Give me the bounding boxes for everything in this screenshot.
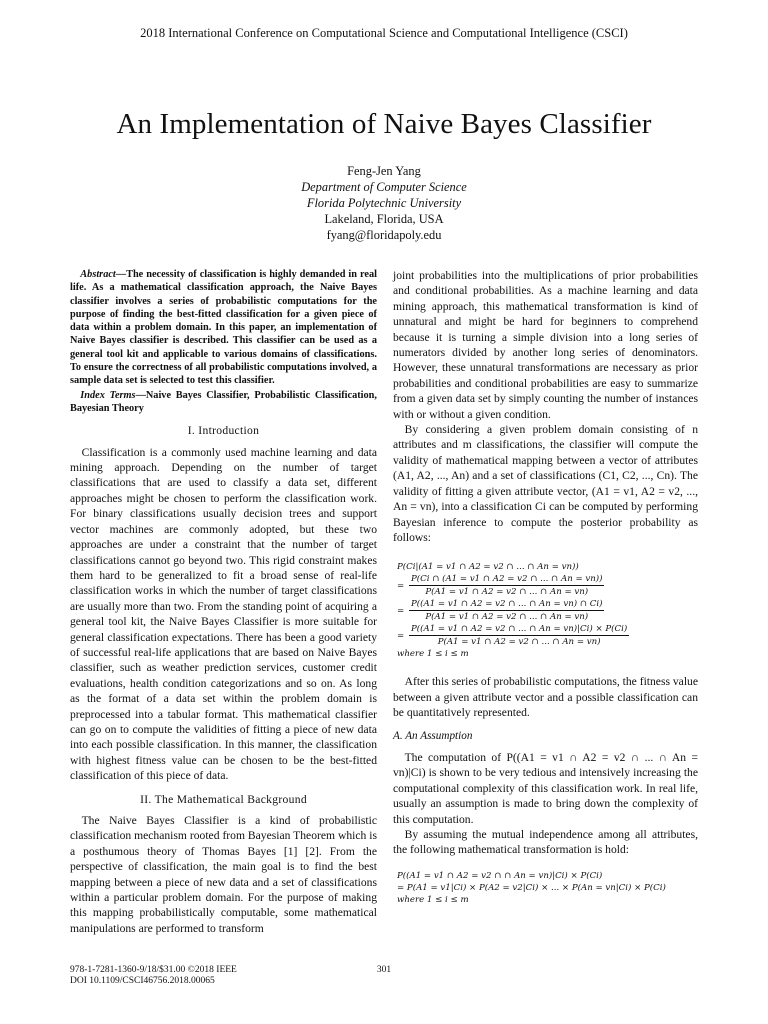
conference-header: 2018 International Conference on Computational Science and Computational Intelligence (CSCI) bbox=[140, 26, 628, 40]
body-paragraph: The computation of P((A1 = v1 ∩ A2 = v2 ∩ ... ∩ An = vn)|Ci) is shown to be very tedious and intensively increasing the computational complexity of this classification work. In real life, usually an assumption is made to bring down the complexity of this computation. bbox=[393, 750, 698, 826]
paper-title: An Implementation of Naive Bayes Classifier bbox=[116, 108, 652, 140]
left-column bbox=[70, 268, 377, 936]
fraction-denominator: P(A1 = v1 ∩ A2 = v2 ∩ ... ∩ An = vn) bbox=[425, 587, 589, 598]
index-terms-text: —Naive Bayes Classifier, Probabilistic Classification, Bayesian Theory bbox=[70, 389, 377, 414]
equals-sign: = bbox=[397, 630, 405, 641]
author-email: fyang@floridapoly.edu bbox=[326, 228, 442, 242]
introduction-paragraph: Classification is a commonly used machine learning and data mining approach. Depending on the number of target classifications that are used to classify a data set, different approaches might be chosen to perform the classification work. For binary classifications usually decision trees and support vector machines are commonly adopted, but these two approaches are under a constraint that the number of target classifications cannot go beyond two. This rigid constraint makes them hard to be generalized to fit a broad sense of real-life classification works in which the number of target classifications are usually more than two. From the standing point of acquiring a general tool kit, the Naive Bayes Classifier is more suitable for general classification expectations. There has been a good variety of successful real-life applications that are based on Naive Bayes classifier, such as weather prediction services, customer credit evaluations, health condition categorizations and so on. As long as the format of a data set within the problem domain is preprocessed into a tabular format. This mathematical classifier can go on to compute the validities of fitting a piece of new data into each possible classification. In this manner, the classification with highest fitness value can be chosen to be the best-fitted classification of this piece of data. bbox=[70, 445, 377, 783]
equation-line: P(Ci|(A1 = v1 ∩ A2 = v2 ∩ ... ∩ An = vn)) bbox=[397, 562, 579, 573]
footer-doi: DOI 10.1109/CSCI46756.2018.00065 bbox=[70, 976, 215, 986]
subsection-heading-assumption: A. An Assumption bbox=[393, 729, 473, 742]
equation-fraction bbox=[409, 573, 604, 598]
abstract bbox=[70, 268, 377, 388]
equals-sign: = bbox=[397, 580, 405, 591]
body-paragraph: After this series of probabilistic computations, the fitness value between a given attribute vector and a possible classification can be quantitatively represented. bbox=[393, 675, 698, 720]
equation-fraction bbox=[409, 623, 629, 648]
author-block bbox=[0, 163, 768, 243]
equation-fraction bbox=[409, 598, 604, 623]
footer-isbn: 978-1-7281-1360-9/18/$31.00 ©2018 IEEE bbox=[70, 965, 237, 975]
index-terms-lead: Index Terms bbox=[80, 389, 136, 401]
fraction-numerator: P((A1 = v1 ∩ A2 = v2 ∩ ... ∩ An = vn) ∩ Ci) bbox=[411, 599, 603, 610]
author-name: Feng-Jen Yang bbox=[347, 164, 421, 178]
abstract-lead: Abstract bbox=[80, 269, 116, 280]
fraction-numerator: P((A1 = v1 ∩ A2 = v2 ∩ ... ∩ An = vn)|Ci) × P(Ci) bbox=[411, 624, 628, 635]
author-department: Department of Computer Science bbox=[301, 180, 467, 194]
equation-step bbox=[397, 623, 698, 648]
index-terms bbox=[70, 389, 377, 416]
page-number: 301 bbox=[376, 965, 392, 975]
body-paragraph: joint probabilities into the multiplications of prior probabilities and conditional probabilities. As a machine learning and data mining approach, this mathematical transformation is kind of unnatural and might be hard for beginners to comprehend because it is turning a simple division into a long series of numerators divided by another long series of denominators. However, these unnatural transformations are necessary as prior probabilities and conditional probabilities are easy to summarize from a given data set by simply counting the number of instances with or without a given condition. bbox=[393, 269, 698, 421]
author-university: Florida Polytechnic University bbox=[306, 196, 462, 210]
equation-step bbox=[397, 573, 698, 598]
right-column bbox=[393, 268, 698, 906]
equals-sign: = bbox=[397, 605, 405, 616]
background-paragraph: The Naive Bayes Classifier is a kind of probabilistic classification mechanism rooted from Bayesian Theorem which is a posthumous theory of Thomas Bayes [1] [2]. From the perspective of classification, the main goal is to find the best mapping between a piece of new data and a set of classifications within a particular problem domain. For the purpose of making this mapping probabilistically computable, some mathematical manipulations are performed to transform bbox=[70, 814, 377, 935]
body-paragraph: By assuming the mutual independence among all attributes, the following mathematical transformation is hold: bbox=[393, 827, 698, 857]
equation-where: where 1 ≤ i ≤ m bbox=[397, 894, 469, 905]
abstract-text: —The necessity of classification is highly demanded in real life. As a mathematical classification approach, the Naive Bayes classifier involves a series of probabilistic computations for the purpose of finding the best-fitted classification for a given piece of data within a problem domain. In this paper, an implementation of Naive Bayes classifier is described. This classifier can be used as a general tool kit and applicable to various domains of classifications. To ensure the correctness of all probabilistic computations involved, a sample data set is selected to test this classifier. bbox=[70, 269, 377, 387]
author-location: Lakeland, Florida, USA bbox=[324, 212, 444, 226]
fraction-denominator: P(A1 = v1 ∩ A2 = v2 ∩ ... ∩ An = vn) bbox=[437, 637, 601, 648]
equation-posterior bbox=[397, 561, 698, 660]
fraction-numerator: P(Ci ∩ (A1 = v1 ∩ A2 = v2 ∩ ... ∩ An = vn)) bbox=[411, 574, 603, 585]
fraction-denominator: P(A1 = v1 ∩ A2 = v2 ∩ ... ∩ An = vn) bbox=[425, 612, 589, 623]
equation-line: = P(A1 = v1|Ci) × P(A2 = v2|Ci) × ... × P(An = vn|Ci) × P(Ci) bbox=[397, 882, 666, 893]
section-heading-introduction: I. Introduction bbox=[187, 424, 260, 438]
equation-where: where 1 ≤ i ≤ m bbox=[397, 649, 469, 660]
equation-step bbox=[397, 598, 698, 623]
equation-line: P((A1 = v1 ∩ A2 = v2 ∩ ∩ An = vn)|Ci) × P(Ci) bbox=[397, 870, 603, 881]
section-heading-background: II. The Mathematical Background bbox=[140, 792, 307, 806]
body-paragraph: By considering a given problem domain consisting of n attributes and m classifications, the classifier will compute the validity of mathematical mapping between a vector of attributes (A1, A2, ..., An) and a set of classifications (C1, C2, ..., Cn). The validity of fitting a given attribute vector, (A1 = v1, A2 = v2, ..., An = vn), into a classification Ci can be computed by performing Bayesian inference to compute the posterior probability as follows: bbox=[393, 423, 698, 544]
equation-independence bbox=[397, 870, 698, 906]
